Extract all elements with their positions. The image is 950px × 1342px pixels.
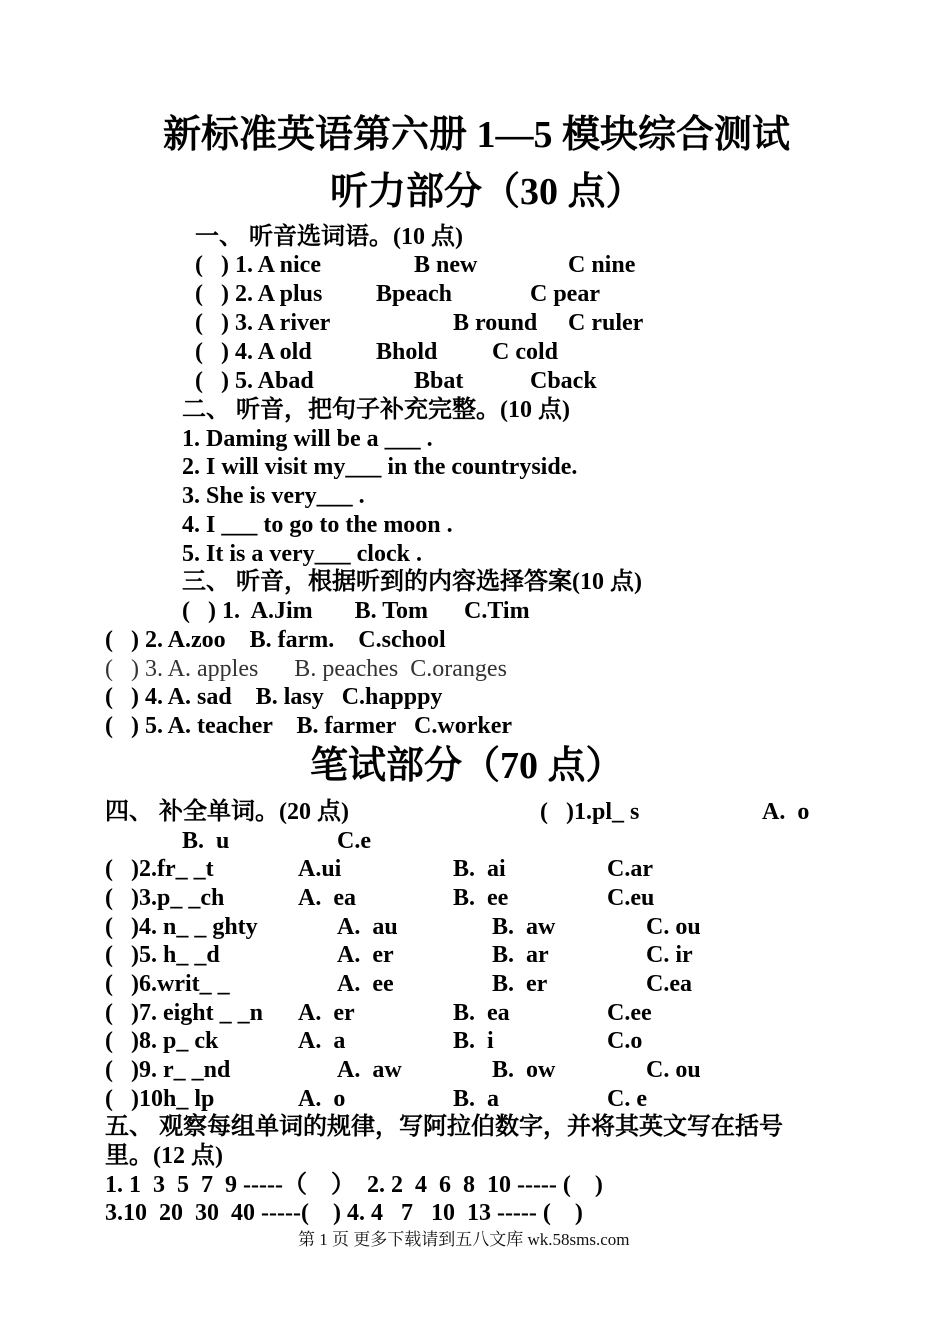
part3-item: ( ) 2. A.zoo B. farm. C.school <box>105 627 446 653</box>
part4-option-b: B. ee <box>453 885 509 911</box>
part4-option-a: A. er <box>298 1000 355 1026</box>
part1-item-question: ( ) 1. A nice <box>195 252 321 278</box>
part4-option-b: B. aw <box>492 914 556 940</box>
part4-option-b: B. a <box>453 1086 500 1112</box>
part4-first-question: ( )1.pl_ s <box>540 799 640 825</box>
page-footer: 第 1 页 更多下载请到五八文库 wk.58sms.com <box>298 1230 630 1249</box>
part4-option-c: C.ea <box>646 971 692 997</box>
part1-option-b: Bpeach <box>376 281 453 307</box>
part4-option-b: B. ai <box>453 856 506 882</box>
part4-heading: 四、 补全单词。(20 点) <box>105 799 349 825</box>
part4-option-b: B. ow <box>492 1057 556 1083</box>
part1-option-c: C nine <box>568 252 636 278</box>
part4-first-option-c: C.e <box>337 828 371 854</box>
part4-option-a: A. er <box>337 942 394 968</box>
part1-option-c: Cback <box>530 368 597 394</box>
part4-option-b: B. i <box>453 1028 494 1054</box>
part1-option-c: C ruler <box>568 310 644 336</box>
part3-item: ( ) 1. A.Jim B. Tom C.Tim <box>182 598 530 624</box>
listening-heading: 听力部分（30 点） <box>330 171 644 213</box>
page-title: 新标准英语第六册 1—5 模块综合测试 <box>163 114 791 156</box>
part1-option-b: Bhold <box>376 339 438 365</box>
part4-question: ( )8. p_ ck <box>105 1028 219 1054</box>
part4-option-a: A. a <box>298 1028 346 1054</box>
part4-option-c: C. ou <box>646 914 701 940</box>
part4-first-option-b: B. u <box>182 828 230 854</box>
part4-question: ( )3.p_ _ch <box>105 885 225 911</box>
part4-option-c: C.ar <box>607 856 653 882</box>
part4-option-c: C. ir <box>646 942 693 968</box>
part4-question: ( )6.writ_ _ <box>105 971 230 997</box>
part1-heading: 一、 听音选词语。(10 点) <box>195 224 463 250</box>
part1-option-c: C pear <box>530 281 600 307</box>
part4-option-c: C. e <box>607 1086 647 1112</box>
part4-question: ( )2.fr_ _t <box>105 856 214 882</box>
part4-question: ( )10h_ lp <box>105 1086 215 1112</box>
part5-row: 1. 1 3 5 7 9 -----（ ） 2. 2 4 6 8 10 ----- ( ) <box>105 1172 603 1198</box>
part2-item: 3. She is very___ . <box>182 483 365 509</box>
part4-question: ( )5. h_ _d <box>105 942 220 968</box>
part4-option-a: A. au <box>337 914 398 940</box>
part5-heading-cont: 里。(12 点) <box>105 1143 223 1169</box>
part1-item-question: ( ) 3. A river <box>195 310 331 336</box>
part4-option-a: A. aw <box>337 1057 402 1083</box>
part4-option-c: C. ou <box>646 1057 701 1083</box>
part4-option-c: C.eu <box>607 885 655 911</box>
part2-item: 1. Daming will be a ___ . <box>182 426 433 452</box>
part4-option-a: A. o <box>298 1086 346 1112</box>
part4-option-a: A. ee <box>337 971 394 997</box>
part4-option-a: A.ui <box>298 856 342 882</box>
part4-option-a: A. ea <box>298 885 356 911</box>
part4-option-b: B. ea <box>453 1000 510 1026</box>
part3-item: ( ) 3. A. apples B. peaches C.oranges <box>105 656 507 682</box>
part1-option-b: Bbat <box>414 368 464 394</box>
part4-question: ( )4. n_ _ ghty <box>105 914 258 940</box>
part1-option-b: B round <box>453 310 538 336</box>
part2-item: 2. I will visit my___ in the countryside. <box>182 454 578 480</box>
part4-option-b: B. ar <box>492 942 549 968</box>
part3-item: ( ) 4. A. sad B. lasy C.happpy <box>105 684 443 710</box>
part1-option-b: B new <box>414 252 478 278</box>
part4-question: ( )9. r_ _nd <box>105 1057 231 1083</box>
writing-heading: 笔试部分（70 点） <box>310 745 624 787</box>
part4-option-c: C.o <box>607 1028 643 1054</box>
part5-row: 3.10 20 30 40 -----( ) 4. 4 7 10 13 ----- ( ) <box>105 1200 583 1226</box>
part4-option-c: C.ee <box>607 1000 652 1026</box>
part4-question: ( )7. eight _ _n <box>105 1000 263 1026</box>
part3-heading: 三、 听音，根据听到的内容选择答案(10 点) <box>182 569 642 595</box>
part2-item: 5. It is a very___ clock . <box>182 541 422 567</box>
part2-item: 4. I ___ to go to the moon . <box>182 512 453 538</box>
part1-item-question: ( ) 5. Abad <box>195 368 314 394</box>
part1-item-question: ( ) 4. A old <box>195 339 312 365</box>
part2-heading: 二、 听音，把句子补充完整。(10 点) <box>182 397 570 423</box>
part5-heading: 五、 观察每组单词的规律，写阿拉伯数字，并将其英文写在括号 <box>105 1114 783 1140</box>
part3-item: ( ) 5. A. teacher B. farmer C.worker <box>105 713 512 739</box>
part4-option-b: B. er <box>492 971 548 997</box>
part1-item-question: ( ) 2. A plus <box>195 281 323 307</box>
part1-option-c: C cold <box>492 339 558 365</box>
part4-first-option-a: A. o <box>762 799 810 825</box>
